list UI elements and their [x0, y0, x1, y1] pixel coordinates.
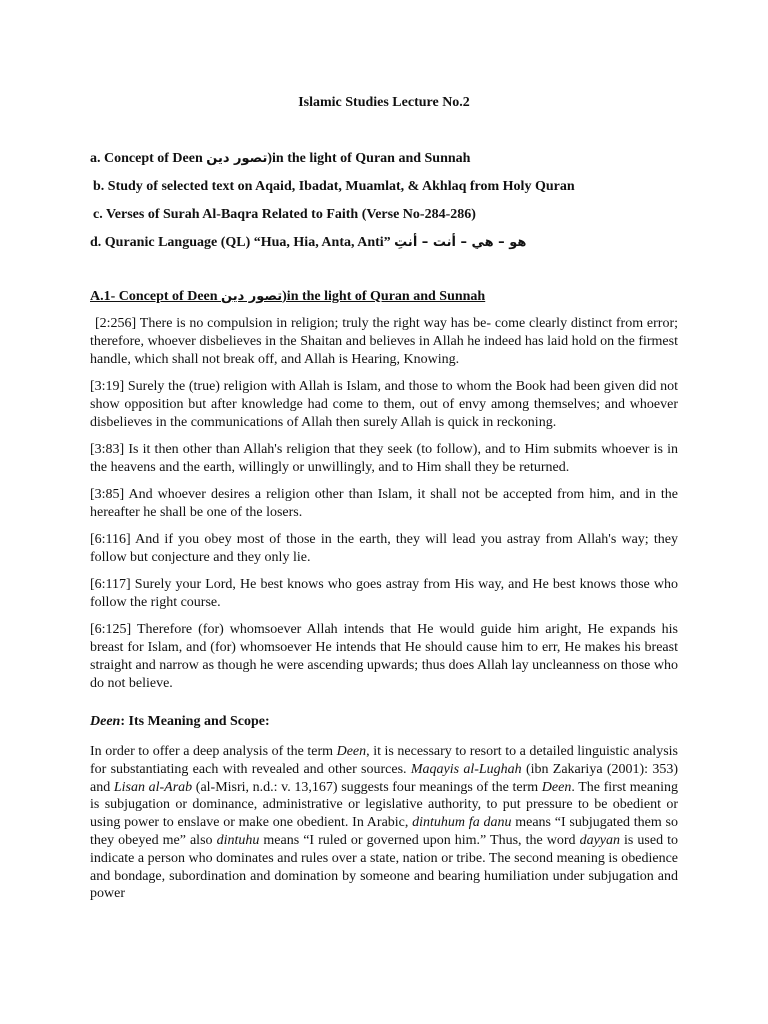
deen-analysis-paragraph [90, 743, 678, 903]
analysis-term: Maqayis al-Lughah [410, 761, 522, 777]
analysis-text: . The first meaning is subjugation or dominance, administrative or legislative authority, to put pressure to be obedient or using power to enslave or make one obedient. In Arabic, [90, 779, 678, 831]
verse-paragraph: [3:85] And whoever desires a religion other than Islam, it shall not be accepted from him, and in the hereafter he shall be one of the losers. [90, 487, 678, 520]
outline-list [90, 150, 690, 262]
analysis-text: In order to offer a deep analysis of the term [90, 744, 337, 759]
outline-item-d-prefix: d. Quranic Language (QL) “Hua, Hia, Anta, Anti” [90, 235, 395, 250]
deen-heading-rest: : Its Meaning and Scope: [120, 714, 270, 729]
analysis-text: , it is necessary to resort to a detailed linguistic analysis for substantiating each with revealed and other sources. [90, 744, 678, 777]
analysis-text: means “I subjugated them so they obeyed me” also [90, 815, 678, 848]
outline-item-b: b. Study of selected text on Aqaid, Ibadat, Muamlat, & Akhlaq from Holy Quran [93, 179, 575, 194]
analysis-term: dintuhu [216, 832, 260, 848]
outline-item-d-arabic: هو – هي – أنت – أنتِ [394, 235, 527, 250]
section-heading-a1 [90, 289, 485, 305]
analysis-term: Deen [336, 744, 367, 759]
analysis-term: Deen [541, 779, 572, 795]
deen-heading-term: Deen [90, 714, 121, 729]
document-body [90, 315, 678, 903]
outline-item-a-suffix: )in the light of Quran and Sunnah [267, 151, 471, 166]
section-heading-a1-prefix: A.1- Concept of Deen [90, 289, 222, 304]
outline-item-d [90, 234, 690, 262]
verse-paragraph: [3:83] Is it then other than Allah's religion that they seek (to follow), and to Him submits whoever is in the heavens and the earth, willingly or unwillingly, and to Him shall they be returned. [90, 442, 678, 475]
outline-item-a-prefix: a. Concept of Deen [90, 151, 207, 166]
analysis-term: dintuhum fa danu [412, 815, 512, 831]
verse-paragraph: [2:256] There is no compulsion in religion; truly the right way has be- come clearly distinct from error; therefore, whoever disbelieves in the Shaitan and believes in Allah he indeed has laid hold on the firmest handle, which shall not break off, and Allah is Hearing, Knowing. [90, 316, 678, 367]
analysis-term: dayyan [579, 832, 620, 848]
deen-section-heading [90, 713, 678, 731]
analysis-term: Lisan al-Arab [113, 779, 193, 795]
outline-item-a-arabic: تصور دین [206, 151, 268, 166]
verse-paragraph: [6:117] Surely your Lord, He best knows who goes astray from His way, and He best knows those who follow the right course. [90, 577, 678, 610]
section-heading-a1-suffix: )in the light of Quran and Sunnah [282, 289, 486, 304]
analysis-text: (ibn Zakariya (2001): 353) and [90, 761, 678, 795]
verse-paragraph: [6:116] And if you obey most of those in the earth, they will lead you astray from Allah's way; they follow but conjecture and they only lie. [90, 532, 678, 565]
outline-item-a [90, 150, 690, 178]
page-title: Islamic Studies Lecture No.2 [298, 95, 470, 110]
verse-paragraph: [3:19] Surely the (true) religion with Allah is Islam, and those to whom the Book had been given did not show opposition but after knowledge had come to them, out of envy among themselves; and whoever disbelieves in the communications of Allah then surely Allah is quick in reckoning. [90, 379, 678, 430]
analysis-text: (al-Misri, n.d.: v. 13,167) suggests four meanings of the term [192, 779, 542, 795]
section-heading-a1-arabic: تصور دین [221, 289, 283, 304]
analysis-text: is used to indicate a person who dominates and rules over a state, nation or tribe. The second meaning is obedience and bondage, subordination and domination by someone and bearing humiliation under subjugation and power [90, 832, 679, 902]
analysis-text: means “I ruled or governed upon him.” Thus, the word [259, 832, 580, 848]
outline-item-c: c. Verses of Surah Al-Baqra Related to Faith (Verse No-284-286) [93, 207, 476, 222]
verse-paragraph: [6:125] Therefore (for) whomsoever Allah intends that He would guide him aright, He expands his breast for Islam, and (for) whomsoever He intends that He should cause him to err, He makes his breast straight and narrow as though he were ascending upwards; thus does Allah lay uncleanness on those who do not believe. [90, 622, 678, 691]
